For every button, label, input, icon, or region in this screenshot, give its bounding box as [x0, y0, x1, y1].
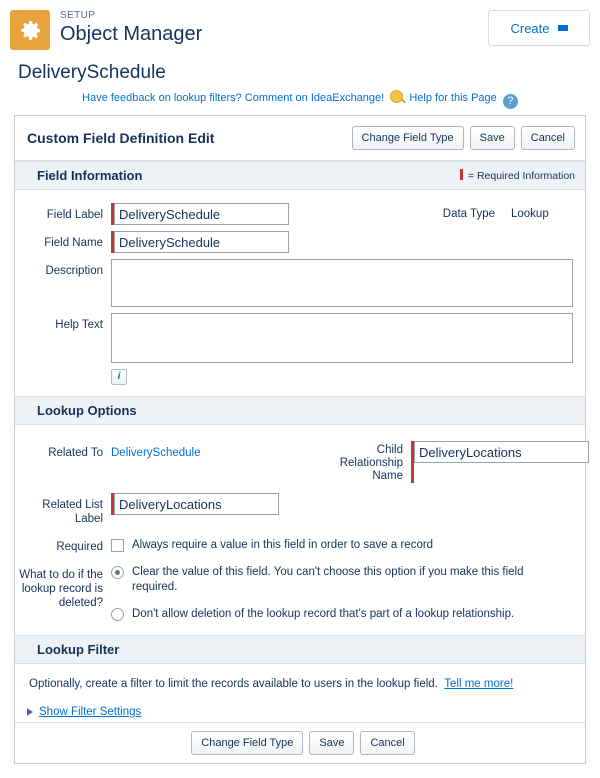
spacer-label [15, 369, 111, 374]
header-title-block [60, 8, 488, 46]
help-text-textarea[interactable] [111, 313, 573, 363]
show-filter-settings-link[interactable]: Show Filter Settings [39, 706, 142, 718]
global-header [0, 0, 600, 56]
info-icon[interactable]: i [111, 369, 127, 385]
section-header-lookup-filter [15, 635, 585, 664]
field-information-body [15, 190, 585, 396]
field-name-label: Field Name [44, 237, 103, 249]
lookup-filter-body [15, 664, 585, 700]
card-footer [15, 722, 585, 763]
field-name-input[interactable] [114, 231, 289, 253]
radio-dont-allow-deletion-text: Don't allow deletion of the lookup record that's part of a lookup relationship. [132, 608, 515, 620]
help-text-label: Help Text [55, 319, 103, 331]
required-row-label: Required [56, 541, 103, 553]
related-to-group [15, 441, 315, 460]
save-button-bottom[interactable]: Save [309, 731, 354, 755]
page-title: DeliverySchedule [18, 62, 166, 83]
field-label-input[interactable] [114, 203, 289, 225]
description-textarea[interactable] [111, 259, 573, 307]
setup-eyebrow: SETUP [60, 10, 96, 21]
app-title: Object Manager [60, 23, 203, 45]
help-for-this-page-link[interactable]: Help for this Page [409, 92, 497, 104]
question-mark-icon[interactable]: ? [503, 94, 518, 109]
lightbulb-icon [390, 90, 403, 103]
section-title: Lookup Filter [37, 642, 120, 657]
section-header-field-information [15, 161, 585, 190]
create-button[interactable] [488, 10, 590, 46]
required-marker-icon [460, 169, 463, 180]
field-label-label: Field Label [46, 209, 103, 221]
radio-dont-allow-deletion[interactable] [111, 608, 124, 621]
show-filter-settings-row[interactable] [15, 700, 585, 722]
card-header [15, 116, 585, 161]
child-relationship-group [315, 441, 589, 483]
related-to-label: Related To [48, 447, 103, 459]
page-bottom-spacer [0, 764, 600, 778]
card-title: Custom Field Definition Edit [27, 130, 215, 146]
cancel-button-top[interactable]: Cancel [521, 126, 575, 150]
radio-clear-value-text: Clear the value of this field. You can't choose this option if you make this field required. [132, 566, 524, 593]
row-deleted-behavior [15, 557, 585, 627]
row-field-label [15, 200, 585, 228]
chevron-down-icon [558, 25, 568, 31]
row-required-checkbox [15, 529, 585, 557]
data-type-display [443, 203, 575, 220]
caret-right-icon [27, 708, 33, 716]
row-help-info-icon [15, 366, 585, 388]
row-related-to-and-child-relationship [15, 435, 585, 485]
related-list-label-input[interactable] [114, 493, 279, 515]
row-help-text [15, 310, 585, 366]
change-field-type-button-top[interactable]: Change Field Type [352, 126, 464, 150]
row-related-list-label [15, 485, 585, 529]
section-header-lookup-options [15, 396, 585, 425]
feedback-line [0, 88, 600, 115]
gear-icon [10, 10, 50, 50]
related-to-value-link[interactable]: DeliverySchedule [111, 447, 201, 459]
change-field-type-button-bottom[interactable]: Change Field Type [191, 731, 303, 755]
tell-me-more-link[interactable]: Tell me more! [444, 678, 514, 690]
deleted-behavior-option-dont-allow[interactable] [111, 597, 575, 624]
lookup-filter-description: Optionally, create a filter to limit the records available to users in the lookup field. [29, 678, 438, 690]
radio-clear-value[interactable] [111, 566, 124, 579]
custom-field-definition-card [14, 115, 586, 764]
required-checkbox[interactable] [111, 539, 124, 552]
data-type-value: Lookup [511, 208, 549, 220]
child-relationship-name-label: Child Relationship Name [339, 444, 403, 482]
deleted-behavior-label: What to do if the lookup record is deleted? [19, 569, 103, 609]
create-button-label: Create [510, 20, 550, 36]
required-checkbox-text: Always require a value in this field in order to save a record [132, 539, 434, 551]
row-description [15, 256, 585, 310]
section-title: Lookup Options [37, 403, 137, 418]
row-field-name [15, 228, 585, 256]
deleted-behavior-option-clear[interactable] [111, 563, 575, 597]
lookup-options-body [15, 425, 585, 635]
section-title: Field Information [37, 168, 143, 183]
related-list-label-label: Related List Label [42, 499, 103, 525]
data-type-label: Data Type [442, 208, 495, 220]
ideaexchange-link[interactable]: Have feedback on lookup filters? Comment on IdeaExchange! [82, 92, 385, 104]
required-information-note: = Required Information [460, 169, 575, 182]
cancel-button-bottom[interactable]: Cancel [360, 731, 414, 755]
save-button-top[interactable]: Save [470, 126, 515, 150]
child-relationship-name-input[interactable] [414, 441, 589, 463]
description-label: Description [45, 265, 103, 277]
